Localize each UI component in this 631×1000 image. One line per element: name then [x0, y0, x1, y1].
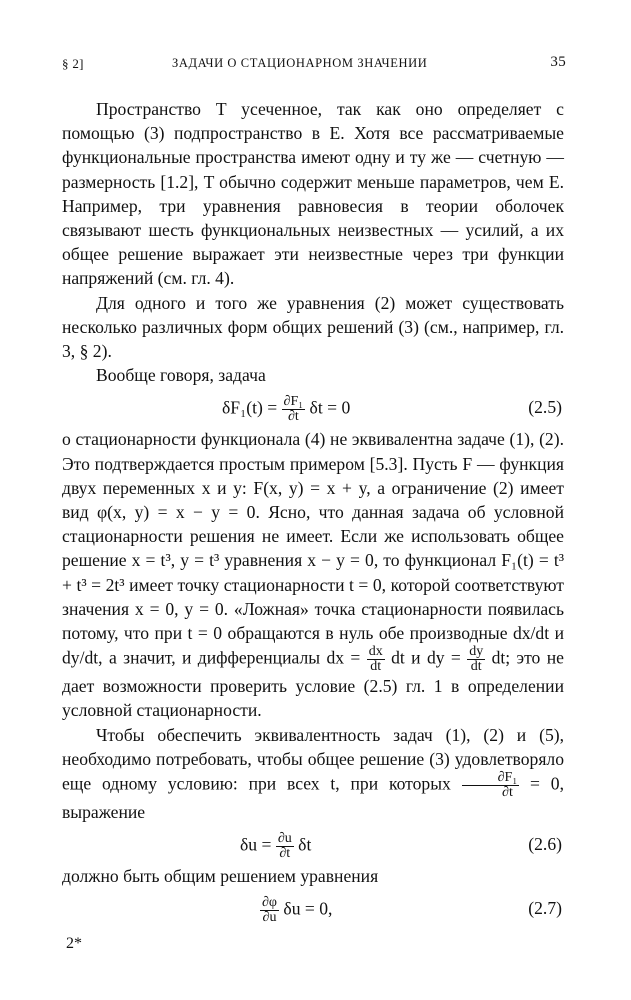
fraction: $\frac{\text{∂F₁}}{\partial t}$: [462, 771, 520, 800]
signature-mark: 2*: [66, 935, 82, 952]
running-title: ЗАДАЧИ О СТАЦИОНАРНОМ ЗНАЧЕНИИ: [172, 56, 428, 70]
paragraph-1: Пространство T усеченное, так как оно определяет с помощью (3) подпространство в E. Хотя все рассматриваемые функциональные пространства имеют одну и ту же — счетную — размерность [1.2], T обычно содержит меньше параметров, чем E. Например, три уравнения равновесия в теории оболочек связывают шесть функциональных неизвестных — усилий, а их общее решение выражает эти неизвестные через три функции напряжений (см. гл. 4).: [62, 99, 564, 289]
paragraph-5: Чтобы обеспечить эквивалентность задач (1), (2) и (5), необходимо потребовать, чтобы общее решение (3) удовлетворяло еще одному условию: при всех t, при которых $\frac{\text{∂F₁}}{\partial t}$ = 0, выражение: [62, 724, 564, 823]
equation-2-7-formula: $\frac{\partial\varphi}{\partial u}$ δu = 0,: [262, 895, 333, 926]
equation-2-5-formula: δF₁(t) = $\frac{\text{∂F₁}}{\partial t}$ δt = 0: [222, 394, 351, 425]
equation-number: (2.6): [528, 834, 562, 855]
equation-number: (2.7): [528, 898, 562, 919]
fraction: $\frac{\partial\varphi}{\partial u}$: [262, 895, 277, 926]
equation-2-6: [62, 824, 564, 864]
paragraph-3: Вообще говоря, задача: [96, 365, 266, 386]
page-number: 35: [550, 54, 566, 70]
fraction: $\frac{\text{∂F₁}}{\partial t}$: [283, 394, 304, 425]
paragraph-6: должно быть общим решением уравнения: [62, 866, 379, 887]
equation-2-5: [62, 387, 564, 427]
paragraph-2: Для одного и того же уравнения (2) может существовать несколько различных форм общих решений (3) (см., например, гл. 3, § 2).: [62, 292, 564, 362]
fraction: $\frac{\partial u}{\partial t}$: [277, 831, 292, 862]
fraction: $\frac{dx}{dt}$: [368, 644, 383, 675]
section-mark: § 2]: [62, 56, 84, 71]
page-body: [62, 97, 564, 928]
running-header: [62, 52, 568, 74]
equation-2-7: [62, 888, 564, 928]
equation-2-6-formula: δu = $\frac{\partial u}{\partial t}$ δt: [240, 831, 312, 862]
fraction: $\frac{dy}{dt}$: [469, 644, 484, 675]
paragraph-4: о стационарности функционала (4) не эквивалентна задаче (1), (2). Это подтверждается простым примером [5.3]. Пусть F — функция двух переменных x и y: F(x, y) = x + y, а ограничение (2) имеет вид φ(x, y) = x − y = 0. Ясно, что данная задача об условной стационарности решения не имеет. Если же использовать общее решение x = t³, y = t³ уравнения x − y = 0, то функционал F₁(t) = t³ + t³ = 2t³ имеет точку стационарности t = 0, которой соответствуют значения x = 0, y = 0. «Ложная» точка стационарности появилась потому, что при t = 0 обращаются в нуль обе производные dx/dt и dy/dt, а значит, и дифференциалы dx = $\frac{dx}{dt}$ dt и dy = $\frac{dy}{dt}$ dt; это не дает возможности проверить условие (2.5) гл. 1 в определении условной стационарности.: [62, 429, 564, 721]
equation-number: (2.5): [528, 397, 562, 418]
